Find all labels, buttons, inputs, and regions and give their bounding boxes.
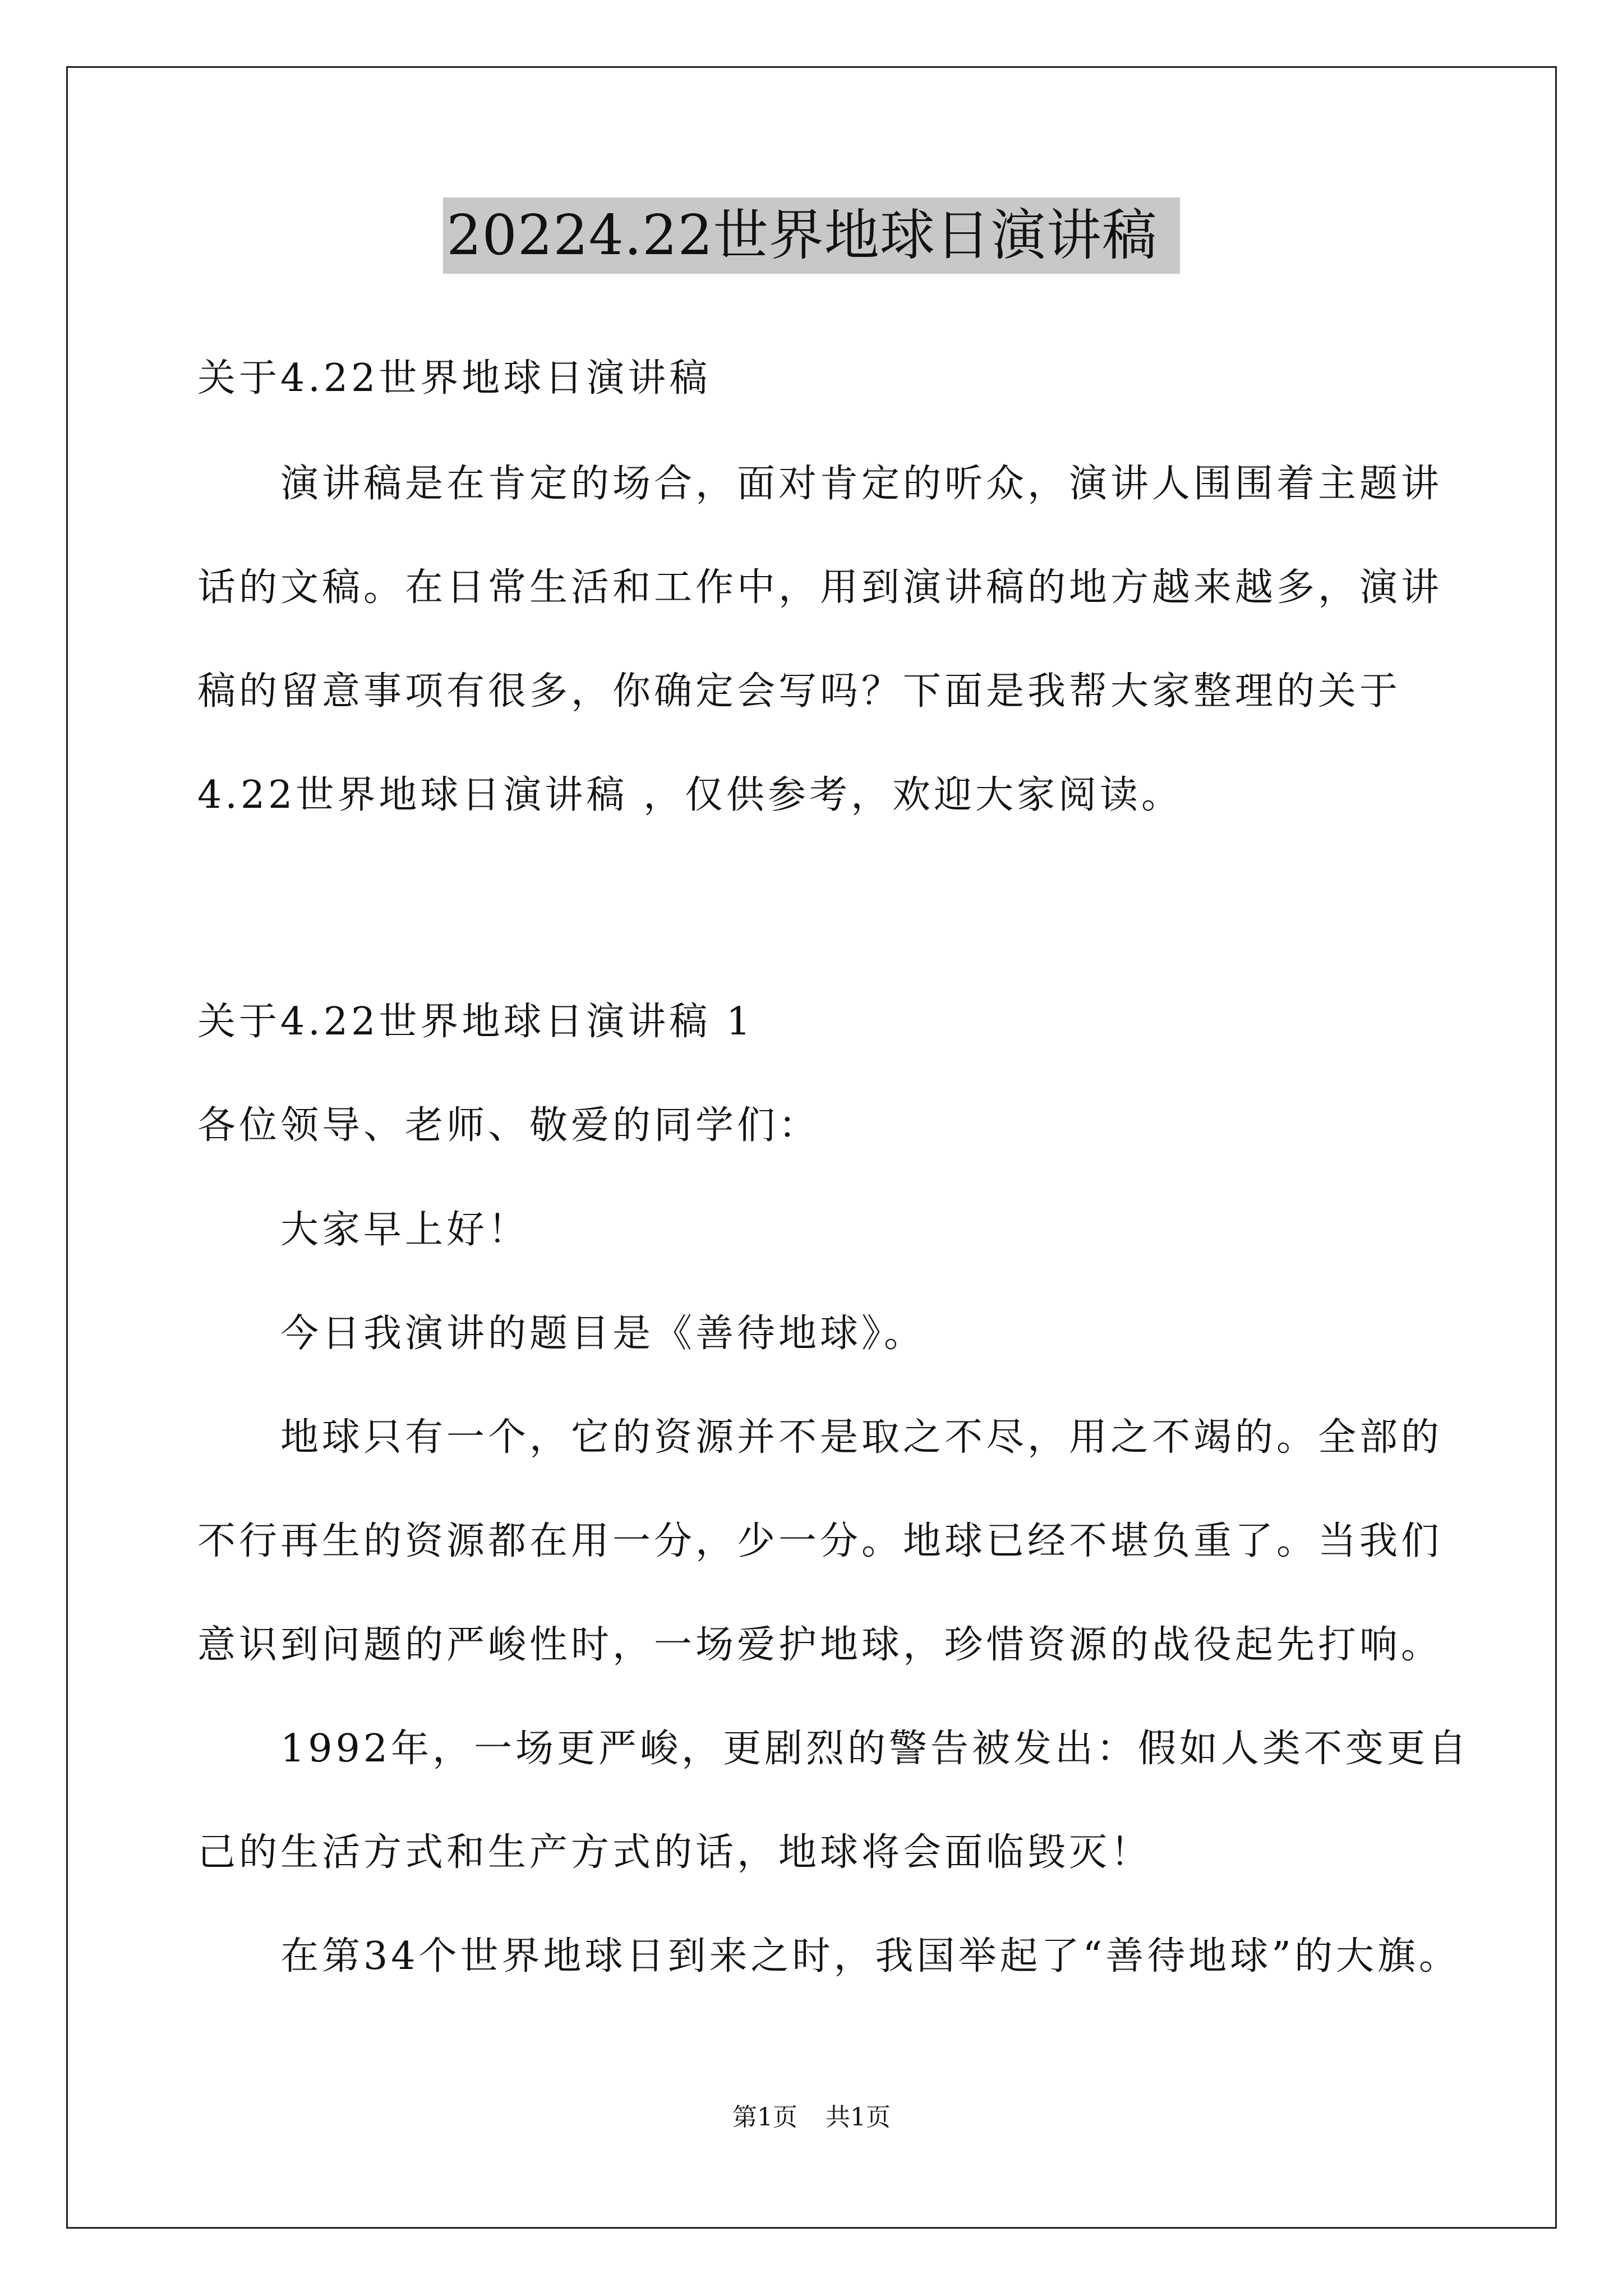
intro-line-1: 演讲稿是在肯定的场合，面对肯定的听众，演讲人围围着主题讲 bbox=[280, 462, 1443, 506]
subtitle-line: 关于4.22世界地球日演讲稿 bbox=[197, 356, 711, 401]
intro-line-4: 4.22世界地球日演讲稿 ，仅供参考，欢迎大家阅读。 bbox=[197, 773, 1183, 817]
body-line-1: 地球只有一个，它的资源并不是取之不尽，用之不竭的。全部的 bbox=[280, 1415, 1443, 1460]
document-title: 20224.22世界地球日演讲稿 bbox=[443, 197, 1180, 274]
page-footer bbox=[0, 2101, 1623, 2134]
greeting: 大家早上好！ bbox=[280, 1208, 530, 1252]
body-line-5: 己的生活方式和生产方式的话，地球将会面临毁灭！ bbox=[197, 1830, 1152, 1875]
intro-line-2: 话的文稿。在日常生活和工作中，用到演讲稿的地方越来越多，演讲 bbox=[197, 565, 1443, 610]
title-container bbox=[0, 197, 1623, 274]
intro-line-3: 稿的留意事项有很多，你确定会写吗？下面是我帮大家整理的关于 bbox=[197, 669, 1401, 714]
salutation: 各位领导、老师、敬爱的同学们： bbox=[197, 1103, 820, 1148]
body-line-3: 意识到问题的严峻性时，一场爱护地球，珍惜资源的战役起先打响。 bbox=[197, 1623, 1443, 1667]
page-number: 第1页 bbox=[732, 2103, 797, 2132]
body-line-6: 在第34个世界地球日到来之时，我国举起了“善待地球”的大旗。 bbox=[280, 1934, 1461, 1978]
section-heading: 关于4.22世界地球日演讲稿 1 bbox=[197, 1000, 754, 1044]
speech-topic: 今日我演讲的题目是《善待地球》。 bbox=[280, 1312, 926, 1356]
body-line-4: 1992年，一场更严峻，更剧烈的警告被发出：假如人类不变更自 bbox=[280, 1727, 1470, 1771]
body-line-2: 不行再生的资源都在用一分，少一分。地球已经不堪负重了。当我们 bbox=[197, 1519, 1443, 1563]
page-total: 共1页 bbox=[826, 2103, 891, 2132]
